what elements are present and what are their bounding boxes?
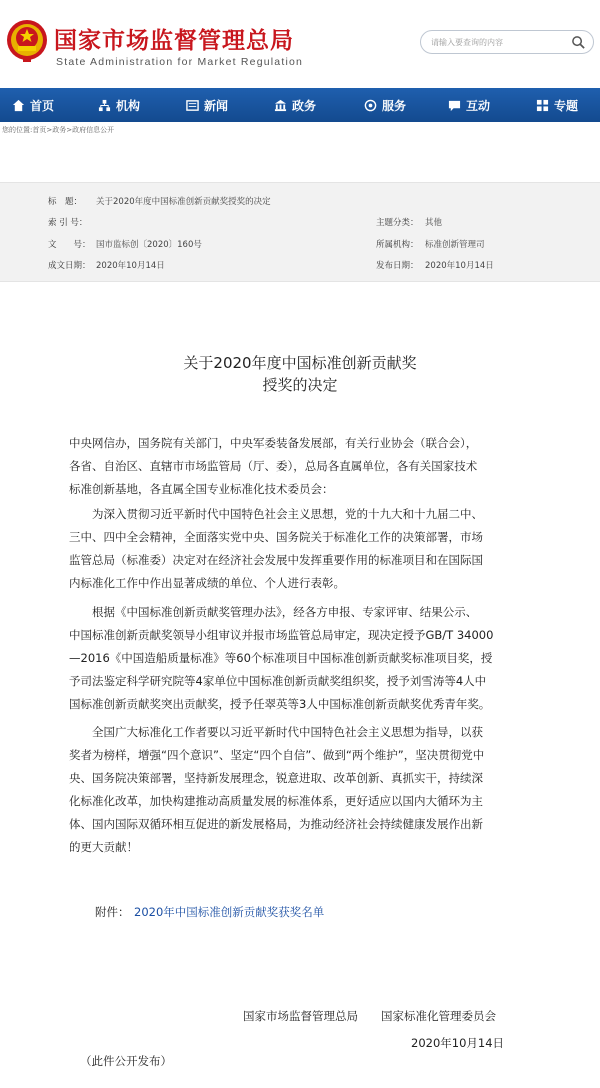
nav-item-organization[interactable]	[98, 88, 140, 122]
organization-icon	[98, 99, 111, 112]
site-header	[0, 0, 600, 88]
public-release-note: （此件公开发布）	[80, 1054, 172, 1068]
document-meta-box	[0, 182, 600, 282]
meta-category-label: 主题分类：	[376, 218, 419, 228]
signature-organizations: 国家市场监督管理总局 国家标准化管理委员会	[243, 1009, 496, 1023]
meta-written-date-label: 成文日期：	[48, 261, 91, 271]
search-input[interactable]	[431, 35, 571, 50]
topic-icon	[536, 99, 549, 112]
nav-item-label: 专题	[554, 98, 579, 113]
paragraph-line: 的更大贡献！	[69, 840, 138, 854]
nav-item-topic[interactable]	[536, 88, 578, 122]
nav-item-interaction[interactable]	[448, 88, 490, 122]
paragraph-line: 奖者为榜样，增强“四个意识”、坚定“四个自信”、做到“两个维护”，坚决贯彻党中	[69, 748, 485, 762]
nav-item-label: 新闻	[204, 98, 229, 113]
meta-title-label: 标 题：	[48, 197, 83, 207]
home-icon	[12, 99, 25, 112]
paragraph-line: 全国广大标准化工作者要以习近平新时代中国特色社会主义思想为指导，以获	[92, 725, 483, 739]
attachment-label: 附件：	[95, 905, 130, 919]
nav-item-news[interactable]	[186, 88, 228, 122]
nav-item-home[interactable]	[12, 88, 54, 122]
main-nav	[0, 88, 600, 122]
paragraph-line: —2016《中国造船质量标准》等60个标准项目中国标准创新贡献奖标准项目奖，授	[69, 651, 493, 665]
paragraph-line: 内标准化工作中作出显著成绩的单位、个人进行表彰。	[69, 576, 345, 590]
paragraph-line: 化标准化改革，加快构建推动高质量发展的标准体系，更好适应以国内大循环为主	[69, 794, 483, 808]
meta-doc-number-label: 文 号：	[48, 240, 91, 250]
news-icon	[186, 99, 199, 112]
meta-title-value: 关于2020年度中国标准创新贡献奖授奖的决定	[96, 197, 271, 207]
attachment-link[interactable]: 2020年中国标准创新贡献奖获奖名单	[134, 905, 325, 919]
meta-publish-date-value: 2020年10月14日	[425, 261, 494, 271]
paragraph-line: 中国标准创新贡献奖领导小组审议并报市场监管总局审定，现决定授予GB/T 34000	[69, 628, 494, 642]
nav-item-label: 机构	[116, 98, 141, 113]
site-subtitle: State Administration for Market Regulation	[56, 56, 304, 68]
signature-date: 2020年10月14日	[411, 1036, 505, 1050]
site-title[interactable]: 国家市场监督管理总局	[54, 28, 294, 54]
addressee-line: 各省、自治区、直辖市市场监管局（厅、委），总局各直属单位，各有关国家技术	[69, 459, 478, 473]
nav-item-label: 互动	[466, 98, 491, 113]
addressee-line: 标准创新基地，各直属全国专业标准化技术委员会：	[69, 482, 334, 496]
document-title-line-2: 授奖的决定	[262, 376, 338, 394]
nav-item-label: 政务	[292, 98, 317, 113]
nav-item-government-affairs[interactable]	[274, 88, 316, 122]
paragraph-line: 体、国内国际双循环相互促进的新发展格局，为推动经济社会持续健康发展作出新	[69, 817, 483, 831]
paragraph-line: 三中、四中全会精神，全面落实党中央、国务院关于标准化工作的决策部署，市场	[69, 530, 483, 544]
interaction-icon	[448, 99, 461, 112]
search-box	[420, 30, 594, 54]
meta-publish-date-label: 发布日期：	[376, 261, 419, 271]
meta-index-label: 索 引 号：	[48, 218, 88, 228]
nav-item-label: 首页	[30, 98, 55, 113]
paragraph-line: 监管总局（标准委）决定对在经济社会发展中发挥重要作用的标准项目和在国际国	[69, 553, 483, 567]
government-affairs-icon	[274, 99, 287, 112]
breadcrumb[interactable]: 您的位置:首页>政务>政府信息公开	[2, 126, 115, 134]
nav-item-label: 服务	[382, 98, 407, 113]
meta-org-value: 标准创新管理司	[425, 240, 485, 250]
paragraph-line: 国标准创新贡献奖突出贡献奖，授予任翠英等3人中国标准创新贡献奖优秀青年奖。	[69, 697, 491, 711]
meta-written-date-value: 2020年10月14日	[96, 261, 165, 271]
service-icon	[364, 99, 377, 112]
search-icon[interactable]	[571, 35, 586, 50]
nav-item-service[interactable]	[364, 88, 406, 122]
document-title-line-1: 关于2020年度中国标准创新贡献奖	[183, 354, 417, 372]
paragraph-line: 为深入贯彻习近平新时代中国特色社会主义思想，党的十九大和十九届二中、	[92, 507, 483, 521]
paragraph-line: 央、国务院决策部署，坚持新发展理念，锐意进取、改革创新、真抓实干，持续深	[69, 771, 483, 785]
paragraph-line: 根据《中国标准创新贡献奖管理办法》，经各方申报、专家评审、结果公示、	[92, 605, 478, 619]
meta-doc-number-value: 国市监标创〔2020〕160号	[96, 240, 202, 250]
meta-category-value: 其他	[425, 218, 443, 228]
meta-org-label: 所属机构：	[376, 240, 419, 250]
addressee-line: 中央网信办，国务院有关部门，中央军委装备发展部，有关行业协会（联合会），	[69, 436, 478, 450]
paragraph-line: 予司法鉴定科学研究院等4家单位中国标准创新贡献奖组织奖，授予刘雪涛等4人中	[69, 674, 487, 688]
national-emblem-icon[interactable]	[6, 18, 48, 64]
